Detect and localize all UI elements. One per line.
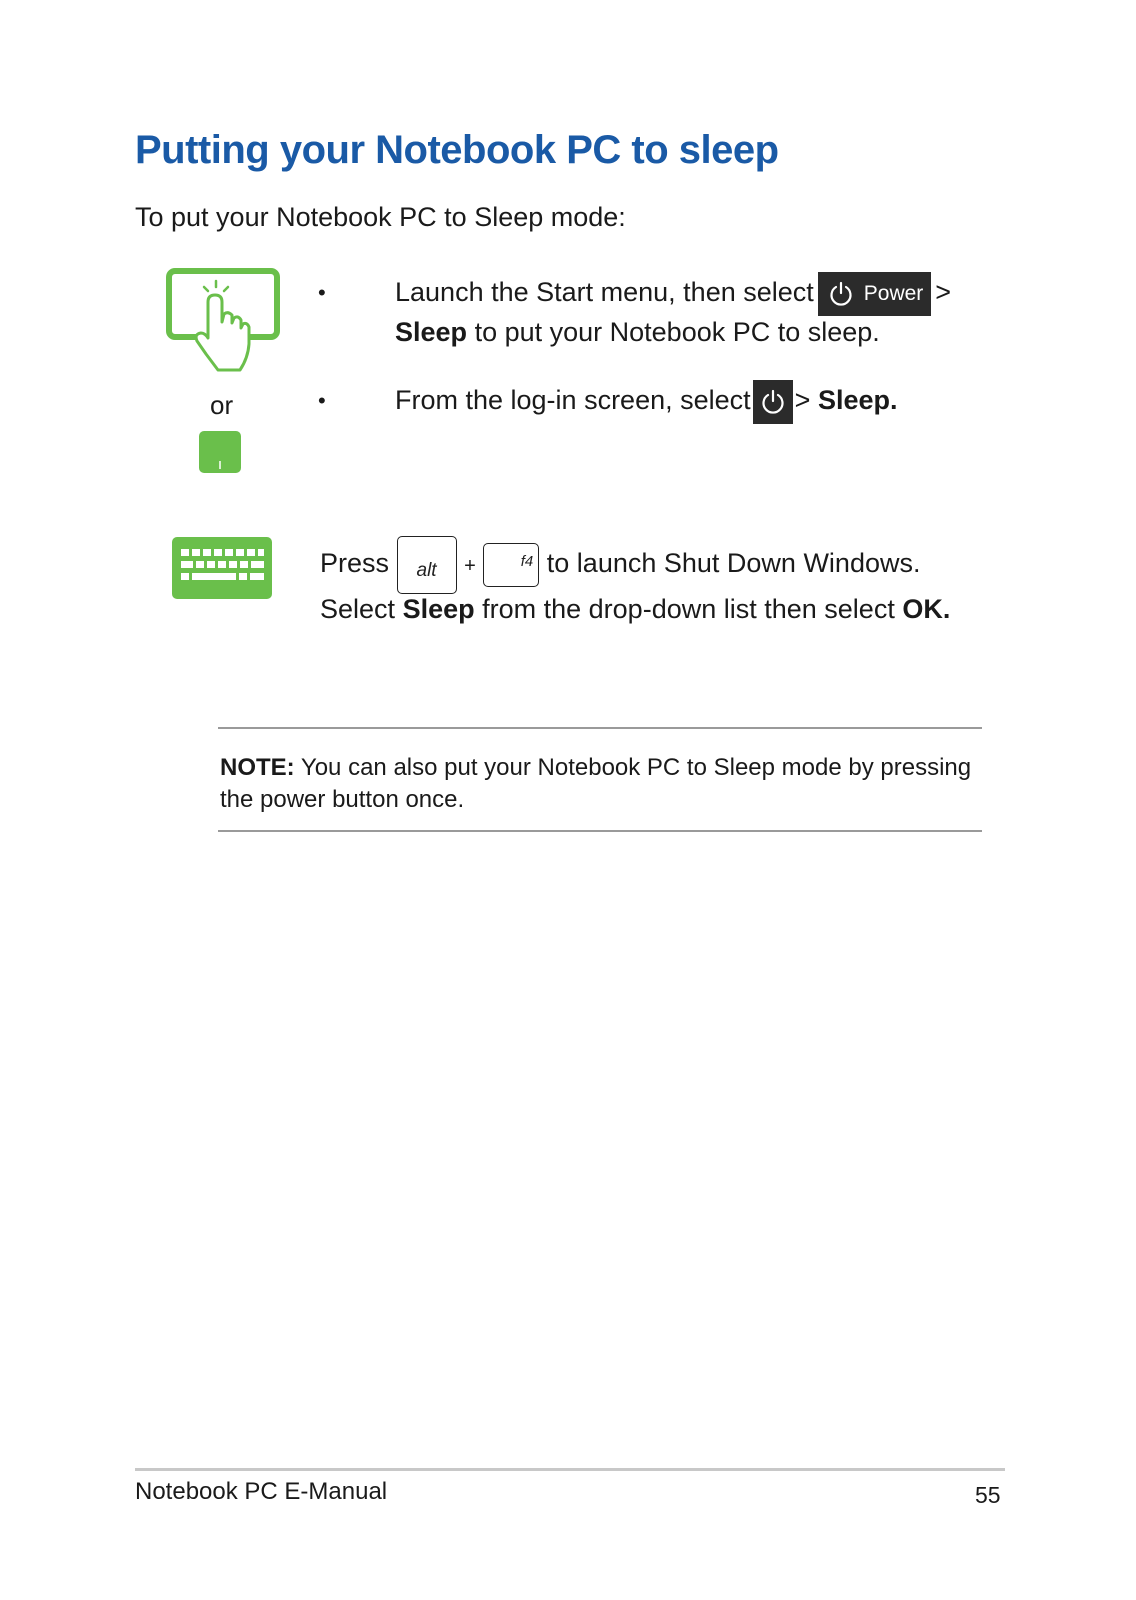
step1-rest: to put your Notebook PC to sleep. bbox=[474, 317, 880, 347]
power-icon bbox=[760, 389, 786, 415]
touch-gesture-icon bbox=[166, 268, 280, 374]
keyboard-icon bbox=[172, 537, 272, 599]
f4-key bbox=[483, 543, 539, 587]
keyboard-line1 bbox=[320, 536, 920, 594]
note-top-rule bbox=[218, 727, 982, 729]
step1-text: Launch the Start menu, then select bbox=[395, 277, 814, 308]
keyboard-sleep: Sleep bbox=[402, 594, 475, 624]
step2-separator: > bbox=[794, 385, 811, 416]
step1-line1 bbox=[395, 272, 951, 316]
page-number: 55 bbox=[975, 1482, 1001, 1508]
bullet: • bbox=[318, 280, 326, 305]
keyboard-select: Select bbox=[320, 594, 396, 624]
note-box bbox=[220, 752, 990, 816]
login-power-button bbox=[753, 380, 793, 424]
footer-rule bbox=[135, 1468, 1005, 1471]
note-label: NOTE: bbox=[220, 754, 295, 781]
intro-text: To put your Notebook PC to Sleep mode: bbox=[135, 202, 626, 232]
alt-key-label: alt bbox=[416, 560, 437, 581]
keyboard-after-keys: to launch Shut Down Windows. bbox=[546, 548, 921, 579]
step2-line bbox=[395, 380, 897, 424]
alt-key bbox=[397, 536, 457, 594]
power-button-label: Power bbox=[863, 282, 924, 305]
or-label: or bbox=[210, 390, 234, 420]
keyboard-middle: from the drop-down list then select bbox=[482, 594, 895, 624]
keyboard-line2 bbox=[320, 592, 950, 626]
keyboard-ok: OK. bbox=[902, 594, 951, 624]
step1-line2 bbox=[395, 315, 880, 349]
f4-key-label: f4 bbox=[520, 553, 534, 570]
note-text: You can also put your Notebook PC to Sleep mode by pressing the power button once. bbox=[220, 754, 972, 813]
footer-title: Notebook PC E-Manual bbox=[135, 1478, 388, 1505]
step2-text: From the log-in screen, select bbox=[395, 385, 751, 416]
press-label: Press bbox=[320, 548, 390, 579]
power-menu-button bbox=[818, 272, 932, 316]
step1-sleep: Sleep bbox=[395, 317, 468, 347]
step2-sleep: Sleep. bbox=[817, 385, 898, 416]
page-title: Putting your Notebook PC to sleep bbox=[135, 128, 779, 172]
note-bottom-rule bbox=[218, 830, 982, 832]
touchpad-icon bbox=[199, 431, 241, 473]
step1-arrow: > bbox=[935, 277, 952, 308]
bullet: • bbox=[318, 388, 326, 413]
plus-sign: + bbox=[464, 555, 476, 578]
power-icon bbox=[828, 281, 854, 307]
